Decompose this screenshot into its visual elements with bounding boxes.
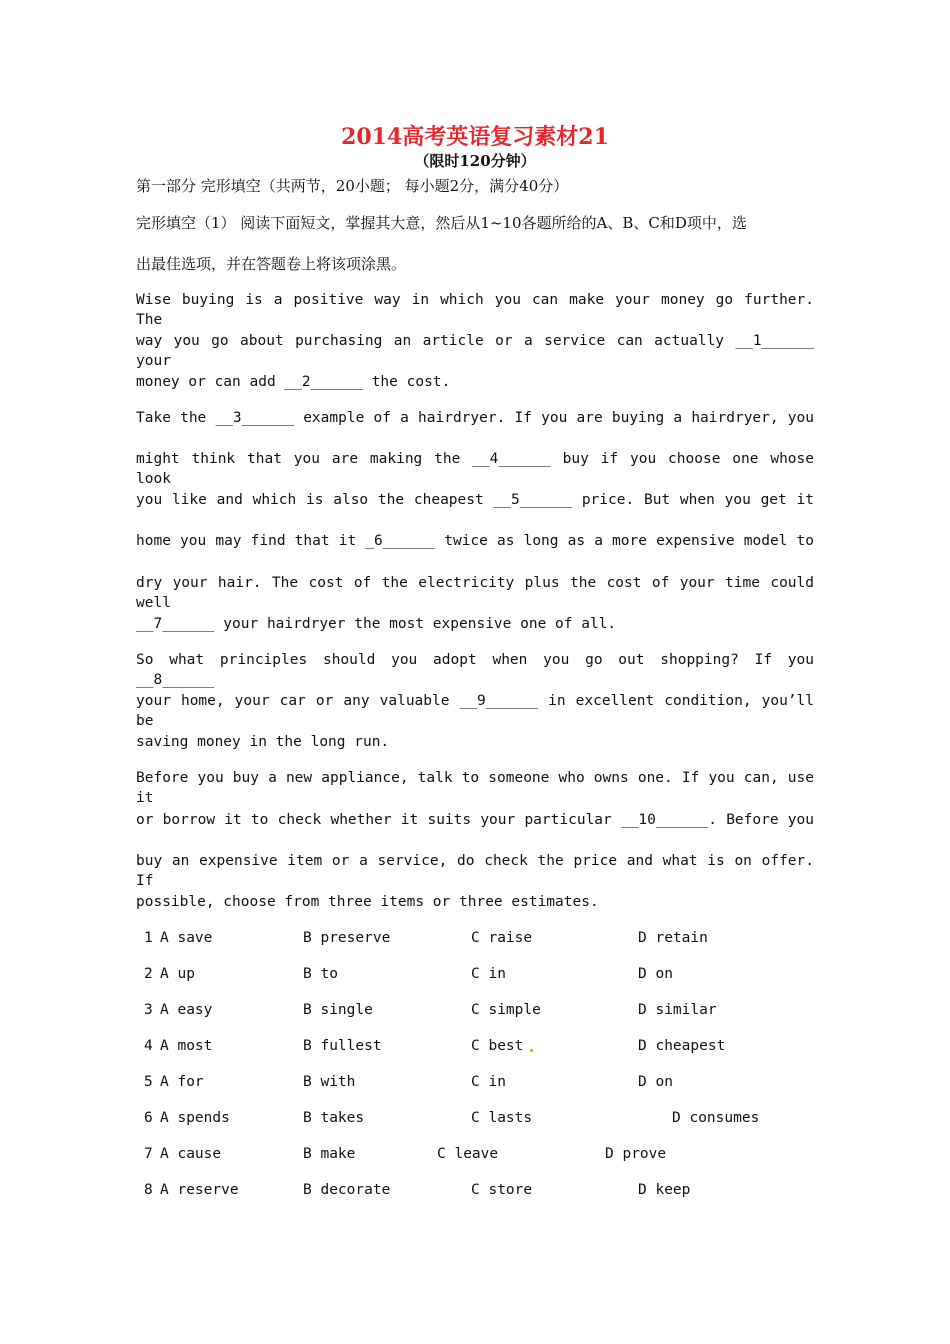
question-number: 4: [144, 1038, 153, 1054]
option-b: B takes: [303, 1110, 365, 1126]
option-c: C store: [471, 1182, 533, 1198]
passage-line: or borrow it to check whether it suits your particular __10______. Before you: [136, 812, 814, 828]
passage-line: buy an expensive item or a service, do check the price and what is on offer. If: [136, 853, 814, 889]
option-b: B single: [303, 1002, 373, 1018]
cloze-instruction-line: 完形填空（1） 阅读下面短文，掌握其大意，然后从1~10各题所给的A、B、C和D项中，选: [136, 214, 747, 232]
question-number: 7: [144, 1146, 153, 1162]
option-b: B decorate: [303, 1182, 391, 1198]
passage-line: you like and which is also the cheapest __5______ price. But when you get it: [136, 492, 814, 508]
option-row: [0, 1144, 950, 1164]
passage-line: So what principles should you adopt when you go out shopping? If you __8______: [136, 652, 814, 688]
option-d: D retain: [638, 930, 708, 946]
passage-line: Before you buy a new appliance, talk to someone who owns one. If you can, use it: [136, 770, 814, 806]
option-b: B make: [303, 1146, 356, 1162]
passage-line: Wise buying is a positive way in which you can make your money go further. The: [136, 292, 814, 328]
option-c: C leave: [437, 1146, 499, 1162]
passage-line: way you go about purchasing an article or a service can actually __1______ your: [136, 333, 814, 369]
option-a: A save: [160, 930, 213, 946]
passage-line: dry your hair. The cost of the electricity plus the cost of your time could well: [136, 575, 814, 611]
option-a: A spends: [160, 1110, 230, 1126]
option-c: C raise: [471, 930, 533, 946]
part-heading: 第一部分 完形填空（共两节，20小题； 每小题2分，满分40分）: [136, 177, 569, 195]
option-a: A reserve: [160, 1182, 239, 1198]
option-d: D prove: [605, 1146, 667, 1162]
passage-line: money or can add __2______ the cost.: [136, 374, 451, 390]
passage-line: might think that you are making the __4______ buy if you choose one whose look: [136, 451, 814, 487]
option-row: [0, 1108, 950, 1128]
time-limit-subtitle: （限时120分钟）: [414, 152, 536, 170]
option-d: D consumes: [672, 1110, 760, 1126]
option-b: B to: [303, 966, 338, 982]
option-b: B with: [303, 1074, 356, 1090]
question-number: 5: [144, 1074, 153, 1090]
option-d: D similar: [638, 1002, 717, 1018]
option-d: D keep: [638, 1182, 691, 1198]
question-number: 8: [144, 1182, 153, 1198]
option-row: [0, 928, 950, 948]
option-row: [0, 1036, 950, 1056]
option-a: A cause: [160, 1146, 222, 1162]
option-c: C in: [471, 966, 506, 982]
cloze-instruction-line: 出最佳选项，并在答题卷上将该项涂黑。: [136, 255, 407, 273]
option-a: A easy: [160, 1002, 213, 1018]
question-number: 6: [144, 1110, 153, 1126]
option-c: C best: [471, 1038, 524, 1054]
stray-dot-mark: [530, 1049, 533, 1052]
option-row: [0, 1072, 950, 1092]
option-a: A most: [160, 1038, 213, 1054]
option-row: [0, 1000, 950, 1020]
option-d: D cheapest: [638, 1038, 726, 1054]
passage-line: your home, your car or any valuable __9______ in excellent condition, you’ll be: [136, 693, 814, 729]
option-row: [0, 1180, 950, 1200]
question-number: 3: [144, 1002, 153, 1018]
passage-line: saving money in the long run.: [136, 734, 390, 750]
page-title: 2014高考英语复习素材21: [341, 124, 609, 150]
option-d: D on: [638, 966, 673, 982]
option-d: D on: [638, 1074, 673, 1090]
option-b: B preserve: [303, 930, 391, 946]
passage-line: possible, choose from three items or three estimates.: [136, 894, 599, 910]
passage-line: home you may find that it _6______ twice as long as a more expensive model to: [136, 533, 814, 549]
option-b: B fullest: [303, 1038, 382, 1054]
option-a: A for: [160, 1074, 204, 1090]
passage-line: Take the __3______ example of a hairdryer. If you are buying a hairdryer, you: [136, 410, 814, 426]
option-c: C simple: [471, 1002, 541, 1018]
option-c: C lasts: [471, 1110, 533, 1126]
option-c: C in: [471, 1074, 506, 1090]
question-number: 2: [144, 966, 153, 982]
option-a: A up: [160, 966, 195, 982]
passage-line: __7______ your hairdryer the most expensive one of all.: [136, 616, 617, 632]
question-number: 1: [144, 930, 153, 946]
option-row: [0, 964, 950, 984]
